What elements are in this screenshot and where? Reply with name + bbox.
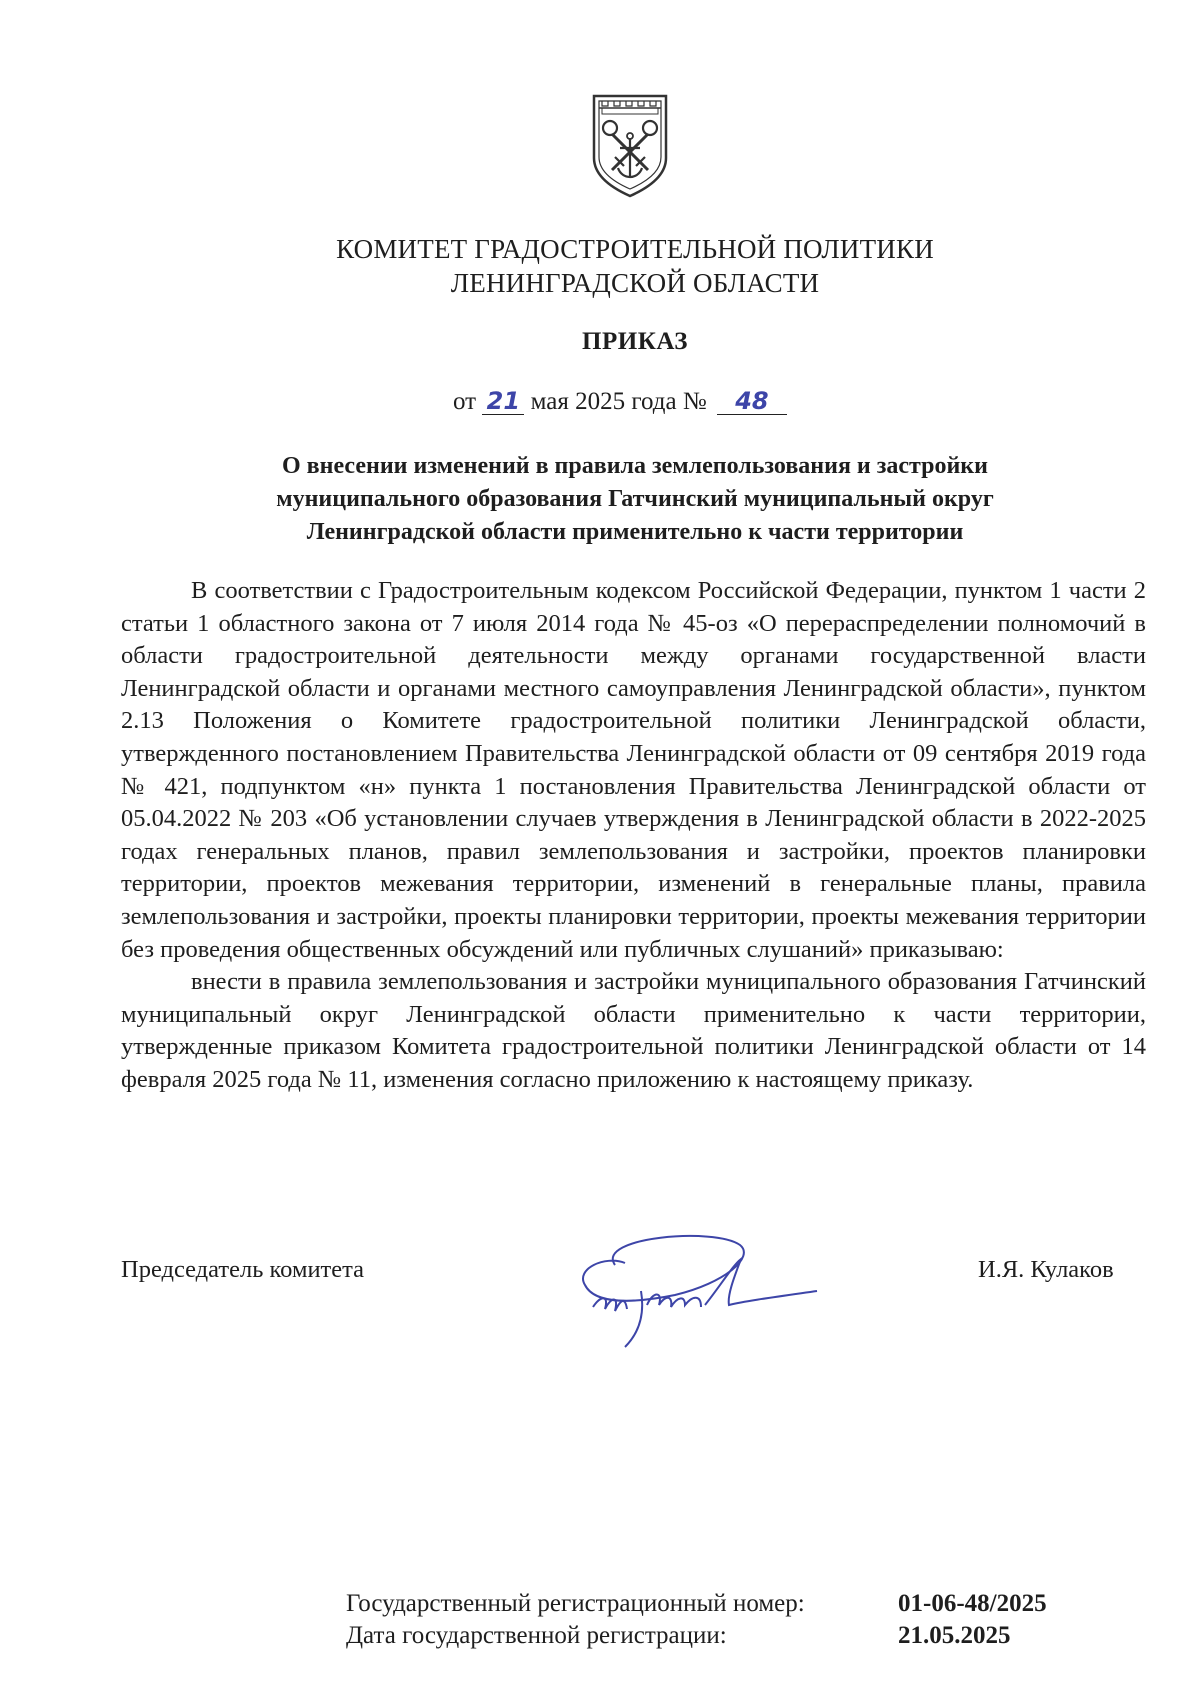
organization-line-1: КОМИТЕТ ГРАДОСТРОИТЕЛЬНОЙ ПОЛИТИКИ	[336, 234, 934, 264]
date-prefix: от	[453, 388, 477, 415]
signatory-name: И.Я. Кулаков	[978, 1256, 1114, 1283]
document-type-title: ПРИКАЗ	[582, 328, 688, 355]
registration-date-label: Дата государственной регистрации:	[346, 1622, 727, 1649]
signatory-role: Председатель комитета	[121, 1256, 365, 1283]
registration-number-value: 01-06-48/2025	[898, 1590, 1047, 1617]
body-paragraph-resolution: внести в правила землепользования и застройки муниципального образования Гатчинский муниципальный округ Ленинградской области применительно к части территории, утвержденные приказом Комитета градостроительной политики Ленинградской области от 14 февраля 2025 года № 11, изменения согласно приложению к настоящему приказу.	[121, 968, 1146, 1093]
subject-line-2: муниципального образования Гатчинский муниципальный округ	[276, 486, 994, 512]
order-subject	[0, 450, 1200, 549]
registration-number-label: Государственный регистрационный номер:	[346, 1590, 805, 1617]
body-paragraph-legal-basis: В соответствии с Градостроительным кодексом Российской Федерации, пунктом 1 части 2 статьи 1 областного закона от 7 июля 2014 года № 45-оз «О перераспределении полномочий в области градостроительной деятельности между органами государственной власти Ленинградской области и органами местного самоуправления Ленинградской области», пунктом 2.13 Положения о Комитете градостроительной политики Ленинградской области, утвержденного постановлением Правительства Ленинградской области от 09 сентября 2019 года № 421, подпунктом «н» пункта 1 постановления Правительства Ленинградской области от 05.04.2022 № 203 «Об установлении случаев утверждения в Ленинградской области в 2022-2025 годах генеральных планов, правил землепользования и застройки, проектов планировки территории, проектов межевания территории, изменений в генеральные планы, правила землепользования и застройки, проекты планировки территории, проекты межевания территории без проведения общественных обсуждений или публичных слушаний» приказываю:	[121, 577, 1146, 963]
order-body	[121, 575, 1146, 1097]
order-day-handwritten: 21	[482, 388, 524, 415]
registration-date-row	[346, 1620, 1047, 1652]
order-date-line	[453, 388, 787, 416]
subject-line-3: Ленинградской области применительно к части территории	[306, 519, 964, 545]
organization-name	[0, 232, 1200, 300]
date-month-year: мая 2025 года №	[530, 388, 707, 415]
order-number-handwritten: 48	[717, 388, 787, 415]
subject-line-1: О внесении изменений в правила землепользования и застройки	[282, 453, 988, 479]
organization-line-2: ЛЕНИНГРАДСКОЙ ОБЛАСТИ	[450, 268, 820, 298]
registration-number-row	[346, 1588, 1047, 1620]
registration-date-value: 21.05.2025	[898, 1622, 1011, 1649]
registration-info	[346, 1588, 1047, 1652]
handwritten-signature-icon	[555, 1225, 825, 1350]
coat-of-arms-emblem-icon	[590, 92, 670, 200]
